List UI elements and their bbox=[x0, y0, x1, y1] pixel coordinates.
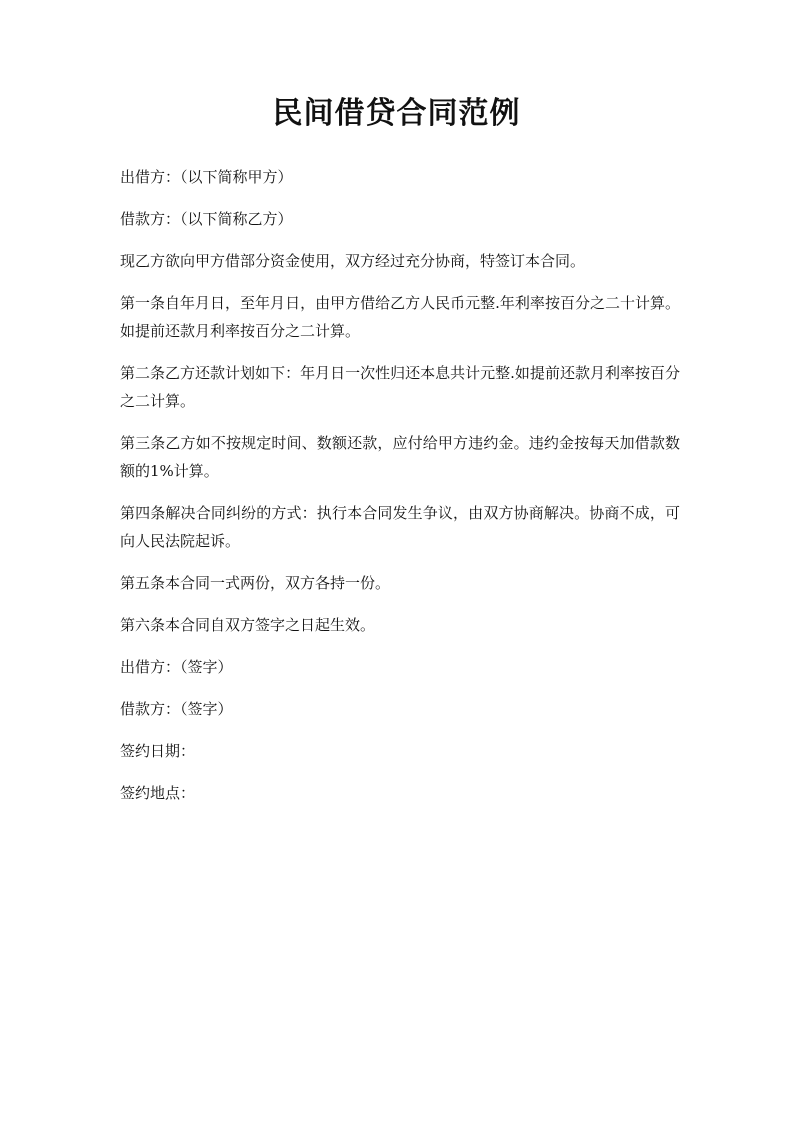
intro-paragraph: 现乙方欲向甲方借部分资金使用，双方经过充分协商，特签订本合同。 bbox=[120, 252, 586, 270]
lender-line: 出借方：（以下简称甲方） bbox=[120, 168, 293, 186]
article-5: 第五条本合同一式两份，双方各持一份。 bbox=[120, 574, 391, 592]
article-3: 第三条乙方如不按规定时间、数额还款，应付给甲方违约金。违约金按每天加借款数额的1%计算。 bbox=[120, 434, 680, 480]
signing-place-line: 签约地点： bbox=[120, 784, 196, 802]
borrower-signature-line: 借款方：（签字） bbox=[120, 700, 233, 718]
document-title: 民间借贷合同范例 bbox=[272, 96, 521, 131]
lender-signature-line: 出借方：（签字） bbox=[120, 658, 233, 676]
article-2: 第二条乙方还款计划如下：年月日一次性归还本息共计元整.如提前还款月利率按百分之二计算。 bbox=[120, 364, 680, 410]
borrower-line: 借款方：（以下简称乙方） bbox=[120, 210, 293, 228]
signing-date-line: 签约日期： bbox=[120, 742, 196, 760]
article-1: 第一条自年月日，至年月日，由甲方借给乙方人民币元整.年利率按百分之二十计算。如提前还款月利率按百分之二计算。 bbox=[120, 294, 680, 340]
article-6: 第六条本合同自双方签字之日起生效。 bbox=[120, 616, 376, 634]
document-body bbox=[120, 163, 680, 821]
article-4: 第四条解决合同纠纷的方式：执行本合同发生争议，由双方协商解决。协商不成，可向人民法院起诉。 bbox=[120, 504, 680, 550]
